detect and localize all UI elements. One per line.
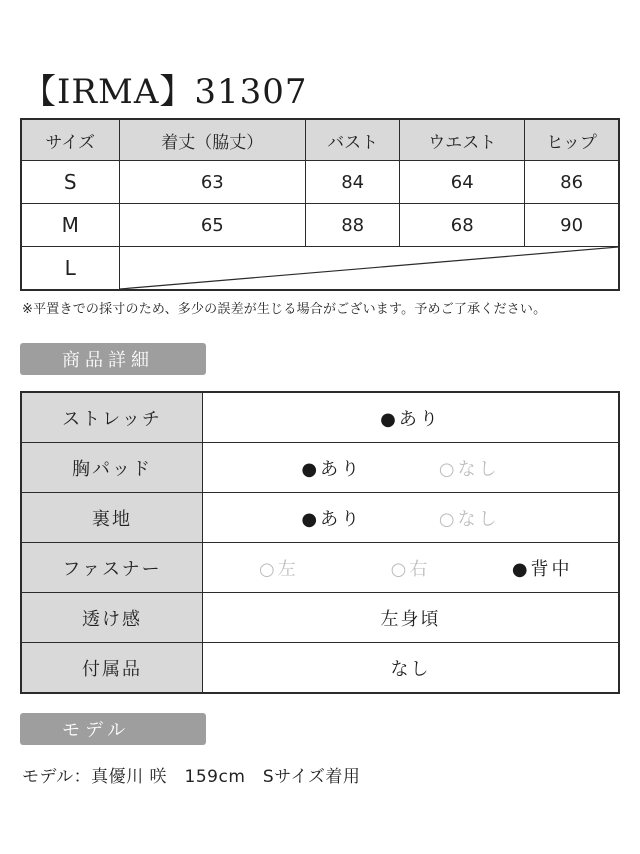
option-no: ○なし	[438, 458, 500, 480]
table-row	[21, 204, 619, 247]
model-section-tab: モデル	[20, 713, 206, 745]
detail-row-stretch	[21, 392, 619, 443]
option-right: ○右	[390, 558, 431, 580]
measurement-note: ※平置きでの採寸のため、多少の誤差が生じる場合がございます。予めご了承ください。	[22, 302, 547, 317]
details-section-tab: 商品詳細	[20, 343, 206, 375]
cell-waist: 68	[400, 204, 525, 247]
detail-label: 裏地	[21, 493, 203, 543]
detail-value	[203, 543, 620, 593]
detail-value	[203, 392, 620, 443]
detail-label: 透け感	[21, 593, 203, 643]
option-yes: ●あり	[301, 458, 363, 480]
detail-row-padding	[21, 443, 619, 493]
size-label: S	[21, 161, 119, 204]
detail-value	[203, 443, 620, 493]
option-yes: ●あり	[301, 508, 363, 530]
detail-row-sheerness	[21, 593, 619, 643]
details-table	[20, 391, 620, 694]
detail-label: ストレッチ	[21, 392, 203, 443]
detail-value: 左身頃	[203, 593, 620, 643]
header-length: 着丈（脇丈）	[119, 119, 306, 161]
cell-waist: 64	[400, 161, 525, 204]
unavailable-cell	[119, 247, 619, 291]
option-no: ○なし	[438, 508, 500, 530]
detail-value	[203, 493, 620, 543]
detail-value: なし	[203, 643, 620, 694]
cell-length: 65	[119, 204, 306, 247]
option-yes: ●あり	[380, 408, 441, 430]
cell-bust: 88	[306, 204, 400, 247]
size-table-header	[21, 119, 619, 161]
diagonal-line	[120, 247, 619, 289]
size-label: M	[21, 204, 119, 247]
detail-row-lining	[21, 493, 619, 543]
header-waist: ウエスト	[400, 119, 525, 161]
table-row	[21, 247, 619, 291]
cell-hip: 86	[525, 161, 619, 204]
header-bust: バスト	[306, 119, 400, 161]
header-size: サイズ	[21, 119, 119, 161]
cell-length: 63	[119, 161, 306, 204]
header-hip: ヒップ	[525, 119, 619, 161]
model-info: モデル：真優川 咲 159cm Sサイズ着用	[22, 767, 361, 787]
detail-row-zipper	[21, 543, 619, 593]
detail-label: 付属品	[21, 643, 203, 694]
detail-label: 胸パッド	[21, 443, 203, 493]
size-label: L	[21, 247, 119, 291]
cell-bust: 84	[306, 161, 400, 204]
option-left: ○左	[258, 558, 299, 580]
size-table	[20, 118, 620, 291]
table-row	[21, 161, 619, 204]
cell-hip: 90	[525, 204, 619, 247]
detail-label: ファスナー	[21, 543, 203, 593]
detail-row-accessories	[21, 643, 619, 694]
product-title: 【IRMA】31307	[22, 72, 308, 112]
option-back: ●背中	[511, 558, 573, 580]
